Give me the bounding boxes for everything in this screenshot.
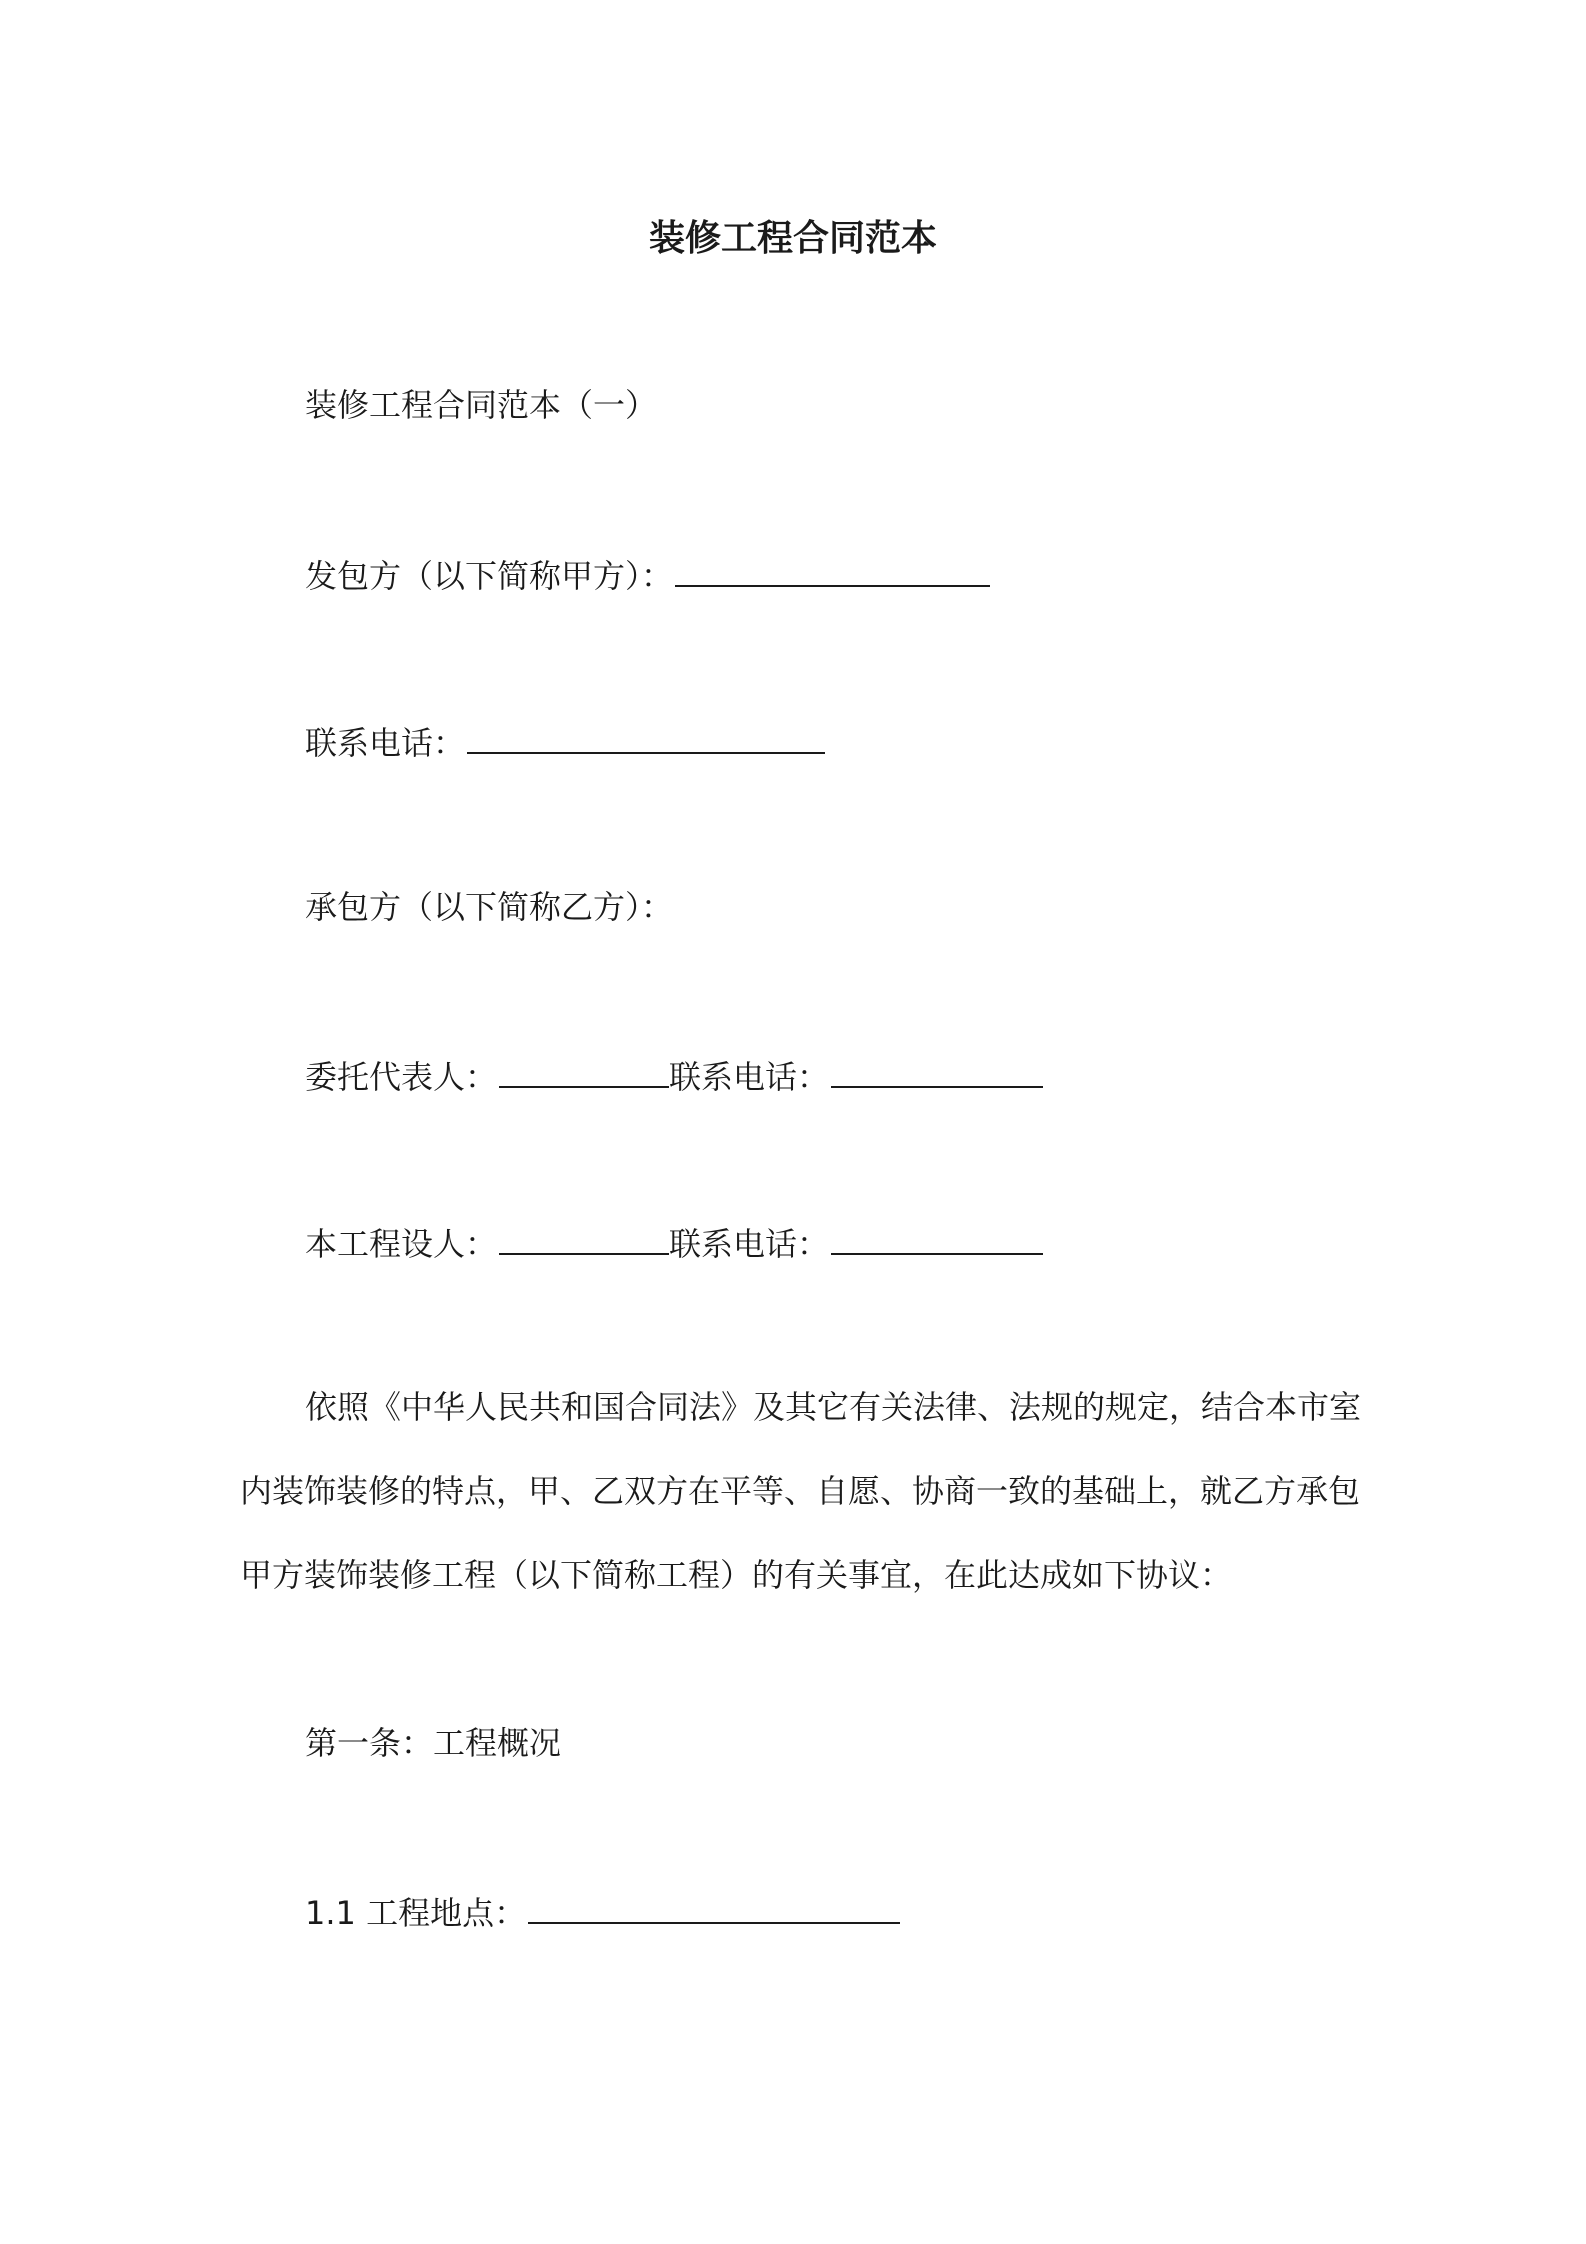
- agent-phone-blank: [831, 1054, 1043, 1088]
- designer-phone-label: 联系电话：: [669, 1225, 830, 1263]
- item-1-1-label: 1.1 工程地点：: [305, 1894, 527, 1932]
- party-a-label: 发包方（以下简称甲方）：: [305, 557, 674, 595]
- designer-field: [305, 1221, 1043, 1264]
- agent-label: 委托代表人：: [305, 1058, 498, 1096]
- party-b-field: 承包方（以下简称乙方）：: [305, 888, 674, 926]
- contract-subtitle: 装修工程合同范本（一）: [305, 386, 658, 424]
- preamble-line-2: 内装饰装修的特点，甲、乙双方在平等、自愿、协商一致的基础上，就乙方承包: [240, 1472, 1361, 1510]
- party-a-phone-field: [305, 720, 825, 763]
- party-a-blank: [675, 553, 990, 587]
- designer-blank: [499, 1221, 669, 1255]
- party-a-field: [305, 553, 990, 596]
- agent-blank: [499, 1054, 669, 1088]
- item-1-1-blank: [528, 1890, 900, 1924]
- article-1-heading: 第一条：工程概况: [305, 1724, 562, 1762]
- party-a-phone-label: 联系电话：: [305, 724, 466, 762]
- designer-label: 本工程设人：: [305, 1225, 498, 1263]
- item-1-1-field: [305, 1890, 900, 1933]
- preamble-line-3: 甲方装饰装修工程（以下简称工程）的有关事宜，在此达成如下协议：: [240, 1556, 1233, 1594]
- designer-phone-blank: [831, 1221, 1043, 1255]
- party-a-phone-blank: [467, 720, 825, 754]
- agent-field: [305, 1054, 1043, 1097]
- agent-phone-label: 联系电话：: [669, 1058, 830, 1096]
- preamble-line-1: 依照《中华人民共和国合同法》及其它有关法律、法规的规定，结合本市室: [305, 1388, 1362, 1426]
- document-title: 装修工程合同范本: [648, 218, 937, 259]
